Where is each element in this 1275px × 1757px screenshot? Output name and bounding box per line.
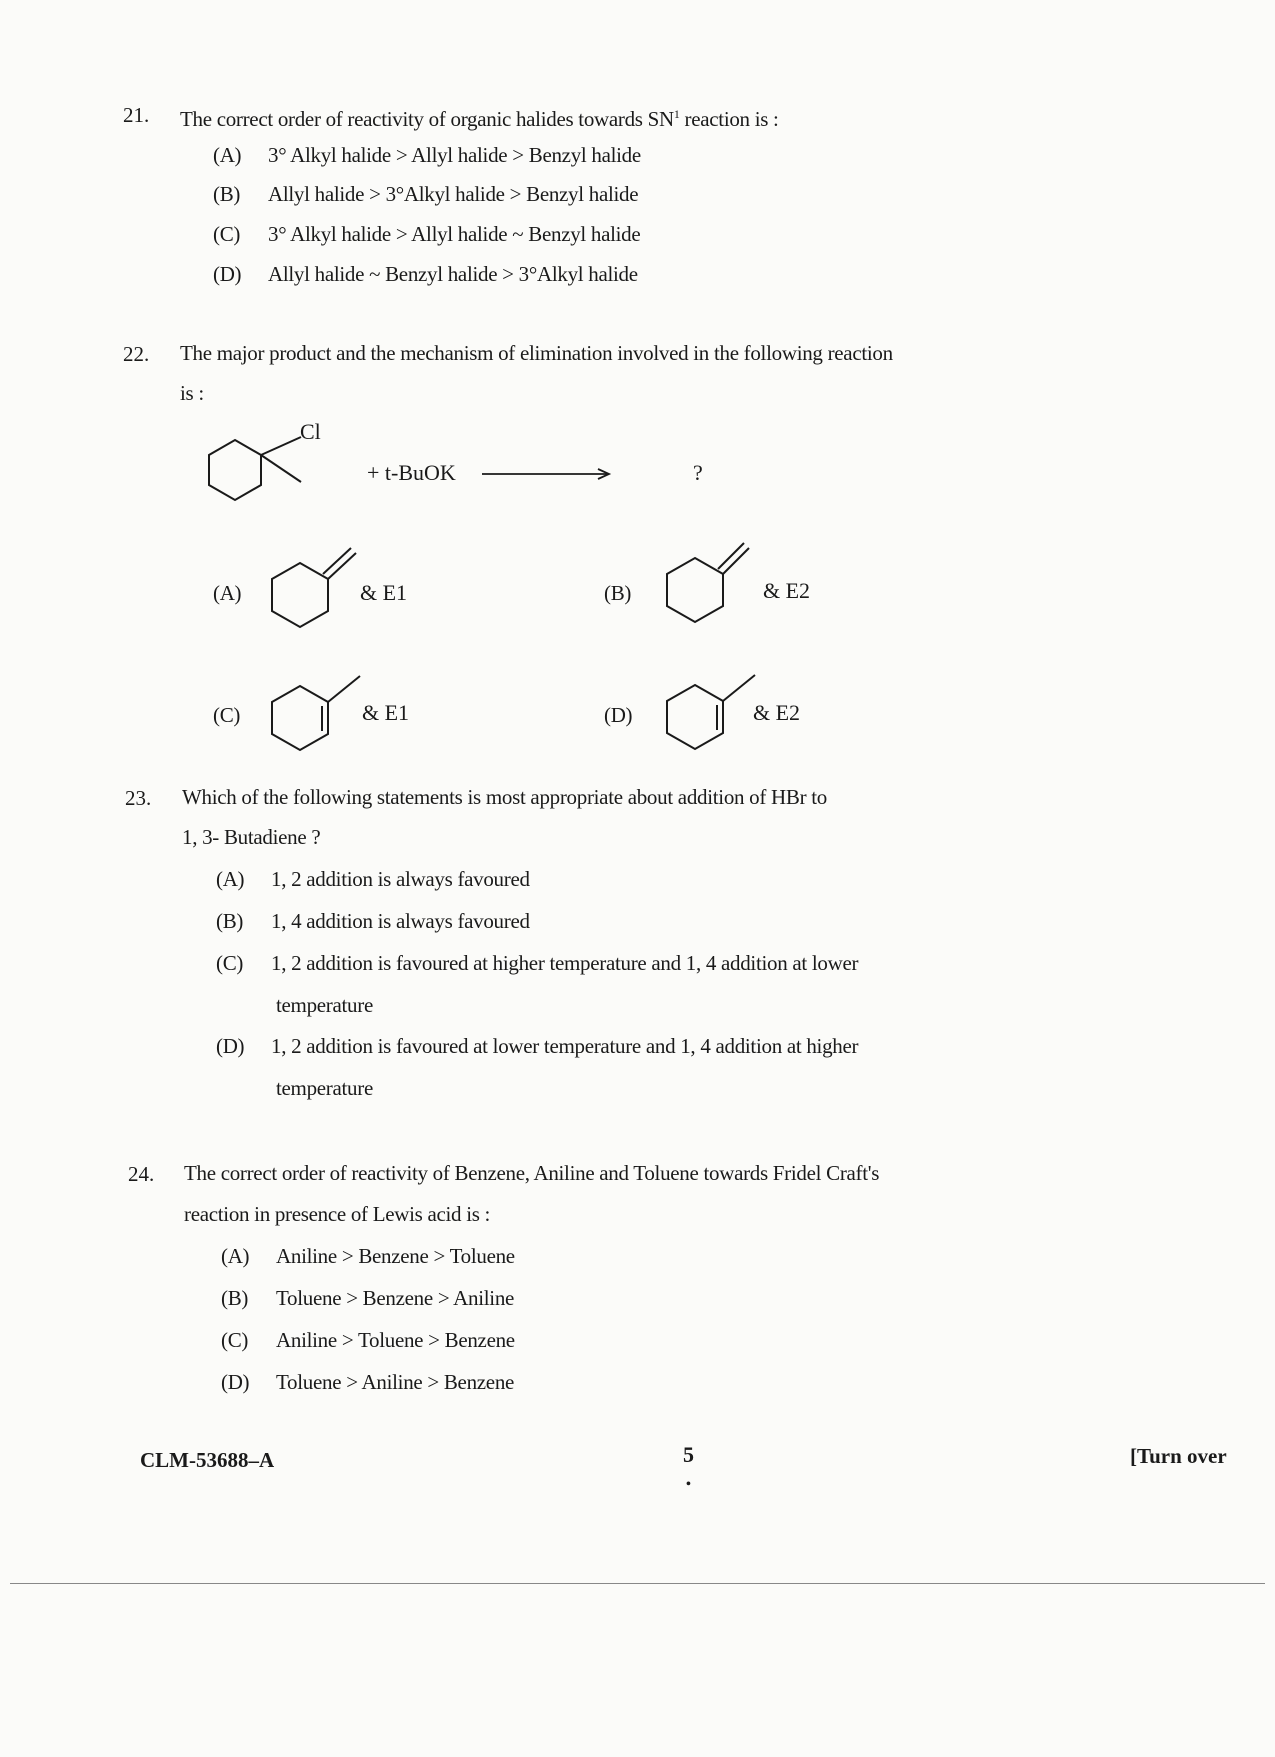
page-divider [10, 1583, 1265, 1584]
question-number: 23. [125, 786, 152, 810]
question-text-line1: Which of the following statements is most appropriate about addition of HBr to [182, 785, 827, 809]
option-c-label: (C) [213, 703, 241, 727]
question-text: The correct order of reactivity of organic halides towards $SN^1$ reaction is : [180, 107, 779, 131]
option-b: (B) 1, 4 addition is always favoured [216, 909, 530, 933]
option-c: (C) 1, 2 addition is favoured at higher temperature and 1, 4 addition at lower [216, 951, 859, 975]
option-b-mechanism: & E2 [763, 578, 811, 603]
methylenecyclohexane-structure-icon [268, 545, 368, 630]
option-a-label: (A) [213, 581, 242, 605]
option-a: (A) 3° Alkyl halide > Allyl halide > Benzyl halide [213, 143, 641, 167]
option-a: (A) 1, 2 addition is always favoured [216, 867, 530, 891]
methylcyclohexene-structure-icon [663, 667, 763, 752]
option-c: (C) Aniline > Toluene > Benzene [221, 1328, 515, 1352]
option-c-continuation: temperature [276, 993, 373, 1017]
option-d-mechanism: & E2 [753, 700, 801, 725]
substituent-label: Cl [300, 419, 321, 444]
methylcyclohexene-structure-icon [268, 668, 368, 753]
option-d: (D) Allyl halide ~ Benzyl halide > 3°Alkyl halide [213, 262, 638, 286]
question-number: 24. [128, 1162, 155, 1186]
option-d-continuation: temperature [276, 1076, 373, 1100]
question-text-line2: is : [180, 381, 204, 405]
page-number: 5 • [683, 1442, 694, 1492]
option-a-mechanism: & E1 [360, 580, 408, 605]
option-c: (C) 3° Alkyl halide > Allyl halide ~ Benzyl halide [213, 222, 641, 246]
paper-code: CLM-53688–A [140, 1448, 275, 1472]
option-c-mechanism: & E1 [362, 700, 410, 725]
option-d: (D) 1, 2 addition is favoured at lower temperature and 1, 4 addition at higher [216, 1034, 859, 1058]
option-d-label: (D) [604, 703, 633, 727]
question-number: 22. [123, 342, 150, 366]
reactant-structure-icon [205, 420, 315, 510]
turn-over-note: [Turn over [1130, 1444, 1227, 1468]
question-text-line1: The major product and the mechanism of elimination involved in the following reaction [180, 341, 893, 365]
reagent-label: + t-BuOK [367, 460, 456, 485]
question-text-line1: The correct order of reactivity of Benzene, Aniline and Toluene towards Fridel Craft's [184, 1161, 880, 1185]
question-text-line2: 1, 3- Butadiene ? [182, 825, 321, 849]
option-b-label: (B) [604, 581, 632, 605]
option-b: (B) Toluene > Benzene > Aniline [221, 1286, 515, 1310]
methylenecyclohexane-structure-icon [663, 540, 763, 625]
product-label: ? [693, 460, 703, 485]
option-b: (B) Allyl halide > 3°Alkyl halide > Benzyl halide [213, 182, 639, 206]
reaction-arrow-icon [480, 464, 615, 484]
option-d: (D) Toluene > Aniline > Benzene [221, 1370, 515, 1394]
option-a: (A) Aniline > Benzene > Toluene [221, 1244, 515, 1268]
question-text-line2: reaction in presence of Lewis acid is : [184, 1202, 491, 1226]
question-number: 21. [123, 103, 150, 127]
